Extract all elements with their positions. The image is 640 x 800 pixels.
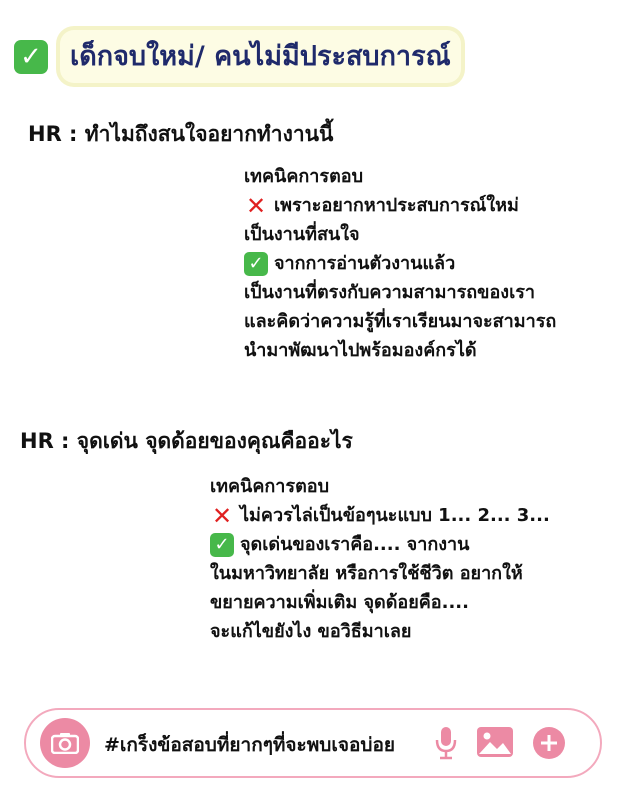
camera-icon xyxy=(51,732,79,754)
right-answer: ✓ จากการอ่านตัวงานแล้ว xyxy=(244,249,556,278)
answer-line: และคิดว่าความรู้ที่เราเรียนมาจะสามารถ xyxy=(244,311,557,332)
answer-block-1 xyxy=(244,162,556,365)
page-title: เด็กจบใหม่/ คนไม่มีประสบการณ์ xyxy=(60,30,461,83)
question-2: HR : จุดเด่น จุดด้อยของคุณคืออะไร xyxy=(20,429,353,453)
answer-block-2 xyxy=(210,472,550,646)
cross-mark-icon: ✕ xyxy=(245,191,267,220)
add-button[interactable] xyxy=(532,726,566,760)
wrong-answer: ✕ ไม่ควรไล่เป็นข้อๆนะแบบ 1... 2... 3... xyxy=(211,501,550,530)
title-banner xyxy=(14,30,461,83)
question-1: HR : ทำไมถึงสนใจอยากทำงานนี้ xyxy=(28,122,334,146)
microphone-button[interactable] xyxy=(434,726,458,760)
right-answer: ✓ จุดเด่นของเราคือ.... จากงาน xyxy=(210,530,550,559)
wrong-answer-cont: เป็นงานที่สนใจ xyxy=(244,224,360,245)
technique-label: เทคนิคการตอบ xyxy=(210,476,330,497)
wrong-answer: ✕ เพราะอยากหาประสบการณ์ใหม่ xyxy=(245,191,519,220)
image-button[interactable] xyxy=(476,726,514,758)
answer-line: จะแก้ไขยังไง ขอวิธีมาเลย xyxy=(210,621,412,642)
technique-label: เทคนิคการตอบ xyxy=(244,166,364,187)
answer-line: นำมาพัฒนาไปพร้อมองค์กรได้ xyxy=(244,340,477,361)
cross-mark-icon: ✕ xyxy=(211,501,233,530)
bottom-input-bar xyxy=(24,708,602,778)
answer-line: ในมหาวิทยาลัย หรือการใช้ชีวิต อยากให้ xyxy=(210,563,523,584)
check-mark-icon: ✓ xyxy=(14,40,48,74)
answer-line: ขยายความเพิ่มเติม จุดด้อยคือ.... xyxy=(210,592,469,613)
image-icon xyxy=(476,726,514,758)
check-mark-icon: ✓ xyxy=(210,533,234,557)
plus-icon xyxy=(532,726,566,760)
hashtag-text[interactable]: #เกร็งข้อสอบที่ยากๆที่จะพบเจอบ่อย xyxy=(104,734,395,756)
answer-line: เป็นงานที่ตรงกับความสามารถของเรา xyxy=(244,282,536,303)
microphone-icon xyxy=(434,726,458,760)
camera-button[interactable] xyxy=(40,718,90,768)
check-mark-icon: ✓ xyxy=(244,252,268,276)
